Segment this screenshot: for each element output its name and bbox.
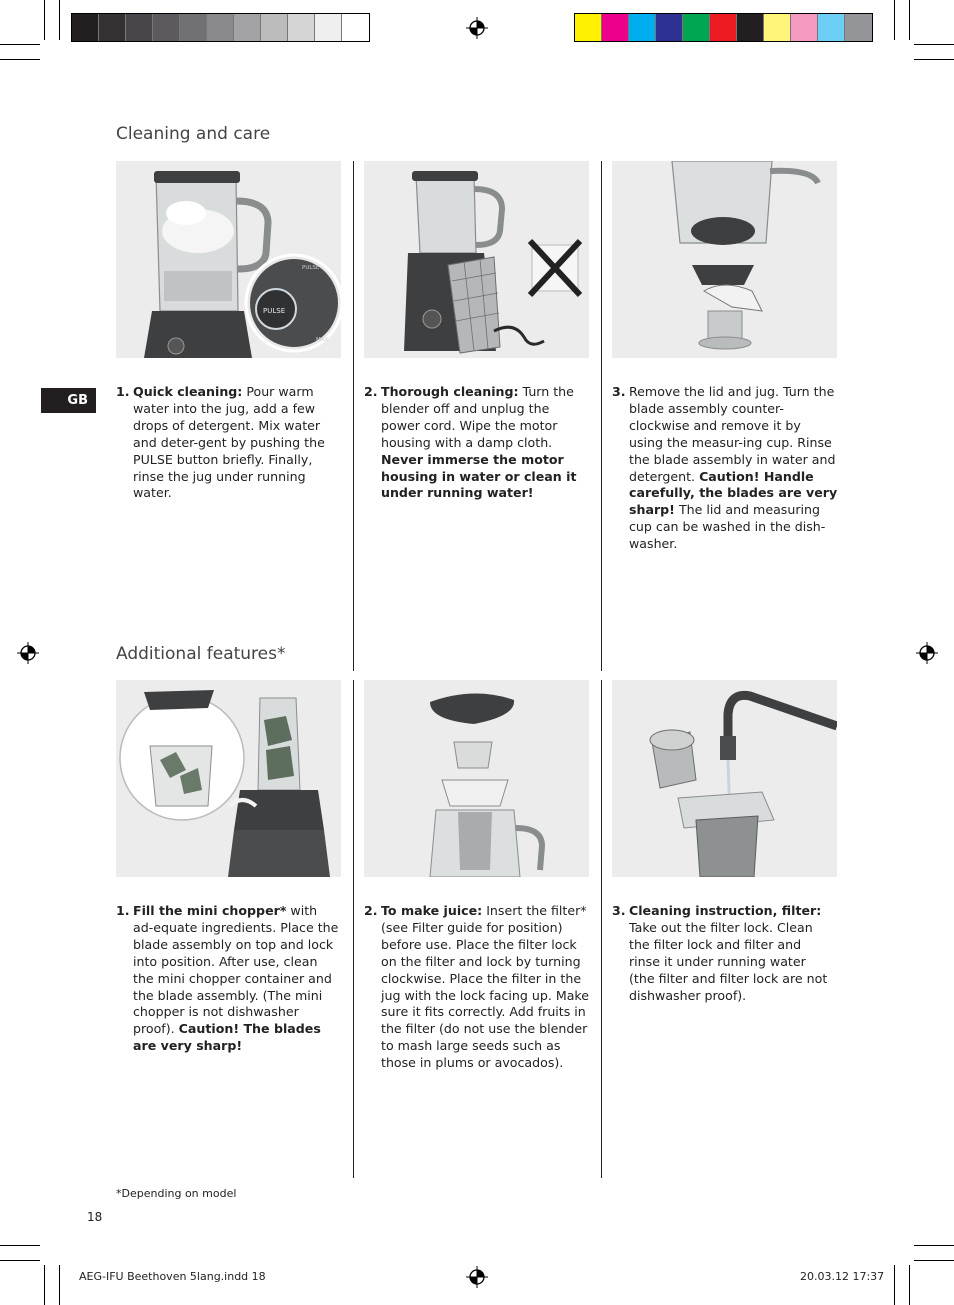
gray-swatch — [342, 14, 369, 41]
step-text-extra: The lid and measuring cup can be washed in the dish-washer. — [629, 502, 826, 552]
column-divider — [353, 680, 354, 1178]
crop-mark — [44, 0, 45, 40]
step-mini-chopper — [116, 903, 340, 1055]
crop-mark — [914, 1260, 954, 1261]
step-thorough-cleaning — [364, 384, 592, 502]
gray-swatch — [288, 14, 315, 41]
section-title-cleaning: Cleaning and care — [116, 124, 271, 144]
crop-mark — [59, 0, 60, 40]
crop-mark — [0, 1260, 40, 1261]
step-warning: Caution! The blades are very sharp! — [133, 1021, 321, 1054]
step-number: 3. — [612, 384, 626, 399]
gray-swatch — [234, 14, 261, 41]
crop-mark — [59, 1265, 60, 1305]
step-text: Remove the lid and jug. Turn the blade assembly counter-clockwise and remove it by using the measur-ing cup. Rinse the blade assembly in water and detergent. — [629, 384, 836, 484]
step-number: 3. — [612, 903, 626, 918]
color-swatch — [575, 14, 602, 41]
color-swatch — [602, 14, 629, 41]
gray-swatch — [99, 14, 126, 41]
step-filter-cleaning — [612, 903, 832, 1004]
registration-mark-icon — [17, 642, 39, 664]
column-divider — [601, 161, 602, 671]
section-title-additional-features: Additional features* — [116, 644, 286, 664]
step-heading: To make juice: — [381, 903, 483, 918]
step-quick-cleaning — [116, 384, 337, 502]
slug-filename: AEG-IFU Beethoven 5lang.indd 18 — [79, 1270, 266, 1283]
color-swatch — [818, 14, 845, 41]
step-remove-blade — [612, 384, 838, 553]
column-divider — [601, 680, 602, 1178]
registration-mark-icon — [916, 642, 938, 664]
illustration-thorough-cleaning — [364, 161, 589, 358]
registration-mark-icon — [466, 17, 488, 39]
step-text: Pour warm water into the jug, add a few drops of detergent. Mix water and deter-gent by pushing the PULSE button briefly. Finally, rinse the jug under running water. — [133, 384, 325, 501]
gray-color-bar — [71, 13, 370, 42]
step-number: 2. — [364, 903, 378, 918]
footnote: *Depending on model — [116, 1187, 237, 1200]
crop-mark — [914, 44, 954, 45]
color-swatch — [845, 14, 872, 41]
process-color-bar — [574, 13, 873, 42]
column-divider — [353, 161, 354, 671]
step-make-juice — [364, 903, 592, 1072]
gray-swatch — [315, 14, 342, 41]
registration-mark-icon — [466, 1266, 488, 1288]
color-swatch — [791, 14, 818, 41]
crop-mark — [44, 1265, 45, 1305]
step-number: 2. — [364, 384, 378, 399]
illustration-filter-rinse — [612, 680, 837, 877]
pulse-dial-label: PULSE — [302, 265, 320, 271]
gray-swatch — [207, 14, 234, 41]
illustration-juice-filter — [364, 680, 589, 877]
max-dial-label: MAX — [316, 337, 329, 343]
pulse-knob-label: PULSE — [263, 307, 286, 315]
crop-mark — [914, 59, 954, 60]
step-heading: Quick cleaning: — [133, 384, 243, 399]
language-tab: GB — [41, 388, 96, 413]
crop-mark — [909, 1265, 910, 1305]
step-text: Take out the filter lock. Clean the filter lock and filter and rinse it under running water (the filter and filter lock are not dishwasher proof). — [629, 919, 828, 1003]
step-heading: Fill the mini chopper* — [133, 903, 287, 918]
color-swatch — [629, 14, 656, 41]
illustration-mini-chopper — [116, 680, 341, 877]
crop-mark — [0, 1245, 40, 1246]
gray-swatch — [72, 14, 99, 41]
color-swatch — [737, 14, 764, 41]
page-number: 18 — [87, 1210, 103, 1224]
crop-mark — [909, 0, 910, 40]
step-warning: Caution! Handle carefully, the blades are very sharp! — [629, 468, 838, 518]
gray-swatch — [261, 14, 288, 41]
crop-mark — [0, 44, 40, 45]
illustration-blade-removal — [612, 161, 837, 358]
color-swatch — [683, 14, 710, 41]
step-text: with ad-equate ingredients. Place the blade assembly on top and lock into position. After use, clean the mini chopper container and the blade assembly. (The mini chopper is not dishwasher proof). — [133, 903, 339, 1037]
gray-swatch — [126, 14, 153, 41]
step-heading: Thorough cleaning: — [381, 384, 519, 399]
step-number: 1. — [116, 903, 130, 918]
step-number: 1. — [116, 384, 130, 399]
crop-mark — [894, 0, 895, 40]
step-text: Turn the blender off and unplug the power cord. Wipe the motor housing with a damp cloth. — [381, 384, 574, 450]
color-swatch — [764, 14, 791, 41]
color-swatch — [656, 14, 683, 41]
gray-swatch — [153, 14, 180, 41]
illustration-quick-cleaning — [116, 161, 341, 358]
slug-timestamp: 20.03.12 17:37 — [800, 1270, 885, 1283]
step-heading: Cleaning instruction, filter: — [629, 903, 822, 918]
crop-mark — [0, 59, 40, 60]
crop-mark — [894, 1265, 895, 1305]
step-warning: Never immerse the motor housing in water or clean it under running water! — [381, 451, 577, 501]
color-swatch — [710, 14, 737, 41]
gray-swatch — [180, 14, 207, 41]
step-text: Insert the filter* (see Filter guide for position) before use. Place the filter lock on the filter and lock by turning clockwise. Place the filter in the jug with the lock facing up. Make sure it fits correctly. Add fruits in the filter (do not use the blender to mash large seeds such as those in plums or avocados). — [381, 903, 590, 1071]
crop-mark — [914, 1245, 954, 1246]
